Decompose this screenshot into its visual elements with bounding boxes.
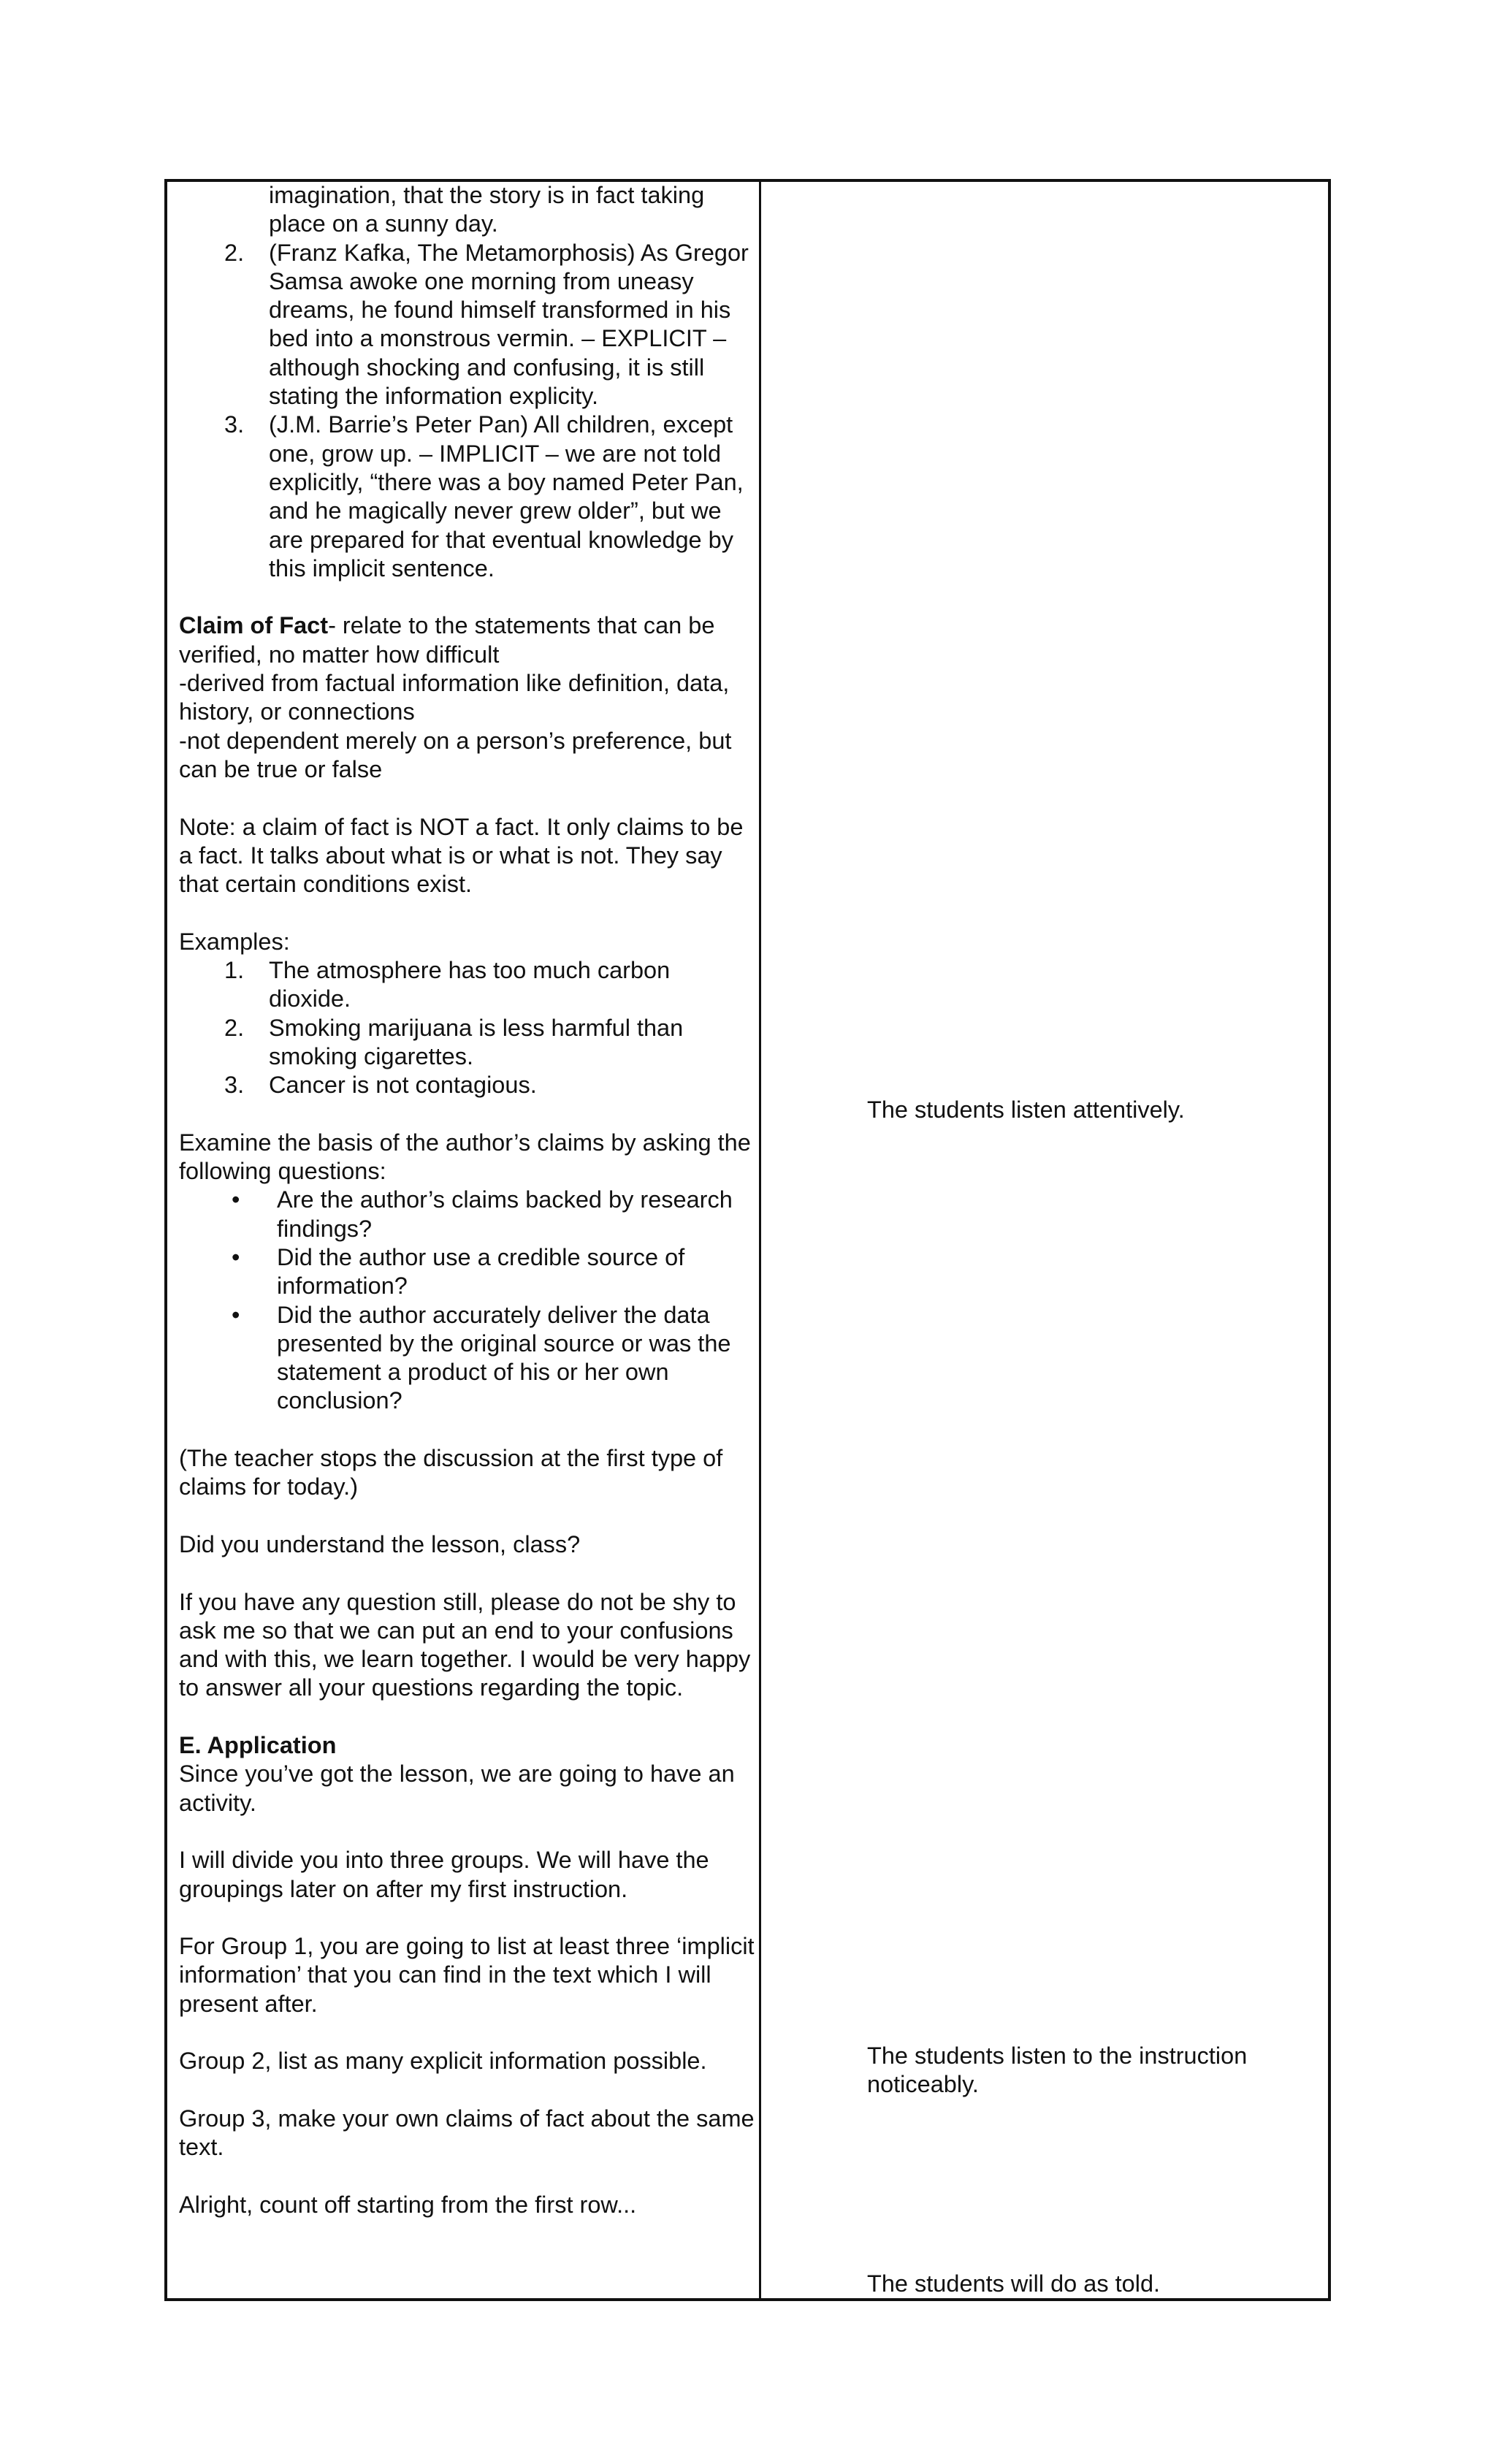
list-item: [179, 1071, 756, 1099]
application-intro: Since you’ve got the lesson, we are going to have an activity.: [179, 1761, 735, 1816]
bullet-icon: •: [232, 1186, 240, 1213]
bullet-item: [179, 1186, 756, 1243]
teacher-activity-column: [179, 181, 756, 2219]
list-item-number: 2.: [224, 1014, 245, 1041]
list-item: [179, 1014, 756, 1072]
teacher-stops-note: (The teacher stops the discussion at the first type of claims for today.): [179, 1445, 723, 1500]
claim-point: -derived from factual information like definition, data, history, or connections: [179, 670, 730, 725]
claim-of-fact-definition: Claim of Fact- relate to the statements that can be verified, no matter how difficult: [179, 612, 715, 668]
student-response-do-as-told: The students will do as told.: [867, 2270, 1161, 2297]
column-divider: [759, 179, 761, 2301]
list-item: [179, 181, 756, 239]
list-item-text: (Franz Kafka, The Metamorphosis) As Gregor Samsa awoke one morning from uneasy dreams, he found himself transformed in his bed into a monstrous vermin. – EXPLICIT – although shocking and confusing, it is still stating the information explicity.: [269, 239, 749, 410]
note-paragraph: Note: a claim of fact is NOT a fact. It only claims to be a fact. It talks about what is or what is not. They say that certain conditions exist.: [179, 813, 744, 898]
list-item-text: Smoking marijuana is less harmful than smoking cigarettes.: [269, 1014, 684, 1069]
group1-instruction: For Group 1, you are going to list at least three ‘implicit information’ that you can find in the text which I will present after.: [179, 1933, 755, 2017]
list-item-number: 1.: [224, 957, 245, 984]
bullet-icon: •: [232, 1243, 240, 1270]
understand-question: Did you understand the lesson, class?: [179, 1530, 581, 1557]
examine-intro: Examine the basis of the author’s claims by asking the following questions:: [179, 1129, 751, 1185]
list-item-number: 2.: [224, 239, 245, 266]
student-response-listen: The students listen attentively.: [867, 1096, 1185, 1123]
bullet-icon: •: [232, 1301, 240, 1328]
divide-groups-paragraph: I will divide you into three groups. We will have the groupings later on after my first instruction.: [179, 1847, 709, 1902]
group3-instruction: Group 3, make your own claims of fact about the same text.: [179, 2105, 755, 2161]
bullet-item: [179, 1301, 756, 1416]
group2-instruction: Group 2, list as many explicit information possible.: [179, 2048, 707, 2075]
claim-point: -not dependent merely on a person’s preference, but can be true or false: [179, 727, 732, 782]
list-item-number: 3.: [224, 1072, 245, 1099]
list-item-text: The atmosphere has too much carbon dioxide.: [269, 957, 671, 1012]
questions-list: [179, 1186, 756, 1415]
bullet-item: [179, 1243, 756, 1301]
list-item-text: (J.M. Barrie’s Peter Pan) All children, except one, grow up. – IMPLICIT – we are not told explicitly, “there was a boy named Peter Pan, and he magically never grew older”, but we are prepared for that eventual knowledge by this implicit sentence.: [269, 411, 744, 581]
student-response-instruction: The students listen to the instruction noticeably.: [867, 2042, 1248, 2098]
examples-list: [179, 956, 756, 1099]
list-item-number: 3.: [224, 411, 245, 438]
list-item-text: imagination, that the story is in fact taking place on a sunny day.: [269, 182, 705, 237]
bullet-text: Are the author’s claims backed by research findings?: [277, 1186, 733, 1242]
bullet-text: Did the author use a credible source of information?: [277, 1243, 685, 1300]
any-question-paragraph: If you have any question still, please do not be shy to ask me so that we can put an end to your confusions and with this, we learn together. I would be very happy to answer all your questions regarding the topic.: [179, 1588, 751, 1701]
claim-of-fact-term: Claim of Fact: [179, 612, 329, 639]
list-item: [179, 956, 756, 1014]
list-item-text: Cancer is not contagious.: [269, 1072, 537, 1099]
list-item: [179, 239, 756, 411]
continued-examples-list: [179, 181, 756, 583]
examples-label: Examples:: [179, 928, 290, 955]
application-heading: E. Application: [179, 1732, 337, 1759]
count-off-instruction: Alright, count off starting from the first row...: [179, 2191, 637, 2218]
bullet-text: Did the author accurately deliver the data presented by the original source or was the statement a product of his or her own conclusion?: [277, 1301, 731, 1414]
list-item: [179, 411, 756, 583]
